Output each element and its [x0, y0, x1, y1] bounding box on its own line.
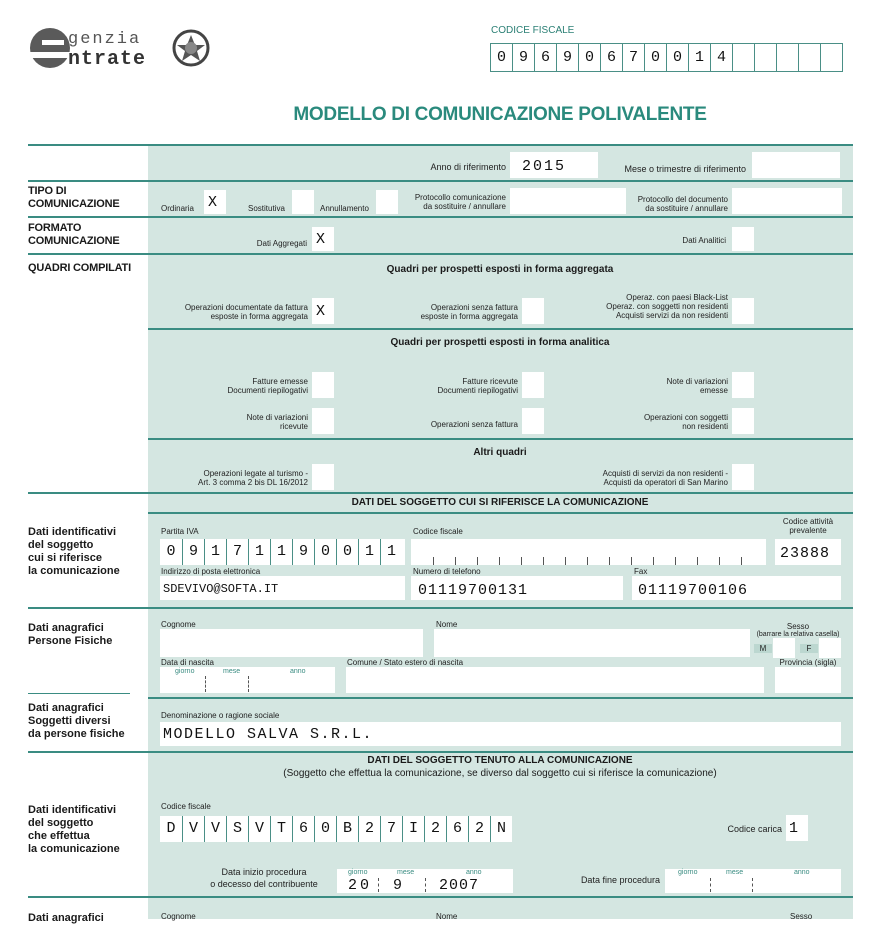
piva-cell: 0: [314, 539, 336, 565]
cf-cell: [798, 44, 820, 71]
date-divider: [752, 878, 753, 892]
m-label: M: [754, 644, 772, 653]
mese-label: mese: [726, 869, 744, 876]
cf-tenuto-cell: 2: [468, 816, 490, 842]
sesso-m-checkbox[interactable]: [773, 638, 795, 658]
piva-cell: 1: [380, 539, 402, 565]
an-item-2-checkbox[interactable]: [522, 372, 544, 398]
piva-cell: 9: [182, 539, 204, 565]
anno-value: 2015: [522, 158, 567, 175]
fax-value: 01119700106: [638, 582, 749, 599]
section-id-soggetto: Dati identificativi del soggetto cui si riferisce la comunicazione: [28, 526, 120, 577]
cf-cell: 4: [710, 44, 732, 71]
cf-tenuto-cell: 0: [314, 816, 336, 842]
date-divider: [205, 676, 206, 692]
divider: [148, 512, 853, 514]
cf-tenuto-label: Codice fiscale: [161, 802, 211, 811]
comune-field[interactable]: [346, 667, 764, 693]
divider: [28, 216, 853, 218]
cf-soggetto-label: Codice fiscale: [413, 527, 463, 536]
piva-cell: 0: [336, 539, 358, 565]
cf-tenuto-cell: 2: [358, 816, 380, 842]
tenuto-heading: DATI DEL SOGGETTO TENUTO ALLA COMUNICAZIONE: [367, 755, 633, 766]
an-item-1-checkbox[interactable]: [312, 372, 334, 398]
cognome-field[interactable]: [160, 629, 423, 657]
cf-cell: 0: [578, 44, 600, 71]
cf-label: CODICE FISCALE: [491, 25, 575, 36]
an-item-6-label: Operazioni con soggetti non residenti: [643, 413, 728, 431]
ateco-label: Codice attività prevalente: [782, 517, 834, 535]
cf-cell: 1: [688, 44, 710, 71]
an-item-2-label: Fatture ricevute Documenti riepilogativi: [437, 377, 518, 395]
agg-item-2-label: Operazioni senza fattura esposte in forma aggregata: [420, 303, 518, 321]
cf-tenuto-cell: I: [402, 816, 424, 842]
cf-tenuto-cell: S: [226, 816, 248, 842]
agg-item-3-checkbox[interactable]: [732, 298, 754, 324]
inizio-anno-value: 2007: [439, 877, 480, 894]
giorno-label: giorno: [678, 869, 698, 876]
form-panel: [148, 145, 853, 919]
cf-cell: [732, 44, 754, 71]
tel-label: Numero di telefono: [413, 567, 481, 576]
cf-tenuto-cell: T: [270, 816, 292, 842]
cf-soggetto-ticks: [411, 555, 766, 565]
giorno-label: giorno: [348, 869, 368, 876]
fine-label: Data fine procedura: [580, 875, 660, 885]
piva-cell: 1: [248, 539, 270, 565]
cf-cell: 9: [556, 44, 578, 71]
section-dati-anagrafici-bottom: Dati anagrafici: [28, 912, 104, 924]
cf-tenuto-field[interactable]: [160, 816, 512, 842]
cf-cell: [754, 44, 776, 71]
altri-item-1-checkbox[interactable]: [312, 464, 334, 490]
logo-line1: genzia: [68, 30, 142, 49]
piva-cell: 1: [204, 539, 226, 565]
protocollo-doc-field[interactable]: [732, 188, 842, 214]
mese-label: mese: [223, 668, 241, 675]
sesso-note: (barrare la relativa casella): [756, 631, 840, 638]
an-item-3-checkbox[interactable]: [732, 372, 754, 398]
date-divider: [378, 878, 379, 892]
ateco-value: 23888: [780, 545, 831, 562]
anno-label: anno: [794, 869, 810, 876]
agg-item-2-checkbox[interactable]: [522, 298, 544, 324]
codice-fiscale-header[interactable]: [490, 43, 843, 72]
anno-label: anno: [466, 869, 482, 876]
pec-value: SDEVIVO@SOFTA.IT: [163, 582, 279, 596]
denominazione-value: MODELLO SALVA S.R.L.: [163, 726, 374, 743]
cf-cell: 0: [644, 44, 666, 71]
cf-tenuto-cell: V: [248, 816, 270, 842]
cognome-label: Cognome: [161, 620, 196, 629]
soggetto-heading: DATI DEL SOGGETTO CUI SI RIFERISCE LA COMUNICAZIONE: [351, 497, 649, 508]
section-soggetti-diversi: Dati anagrafici Soggetti diversi da persone fisiche: [28, 702, 125, 740]
sostitutiva-checkbox[interactable]: [292, 190, 314, 214]
nome-label: Nome: [436, 620, 458, 629]
divider: [28, 751, 853, 753]
piva-label: Partita IVA: [161, 527, 199, 536]
tel-value: 01119700131: [418, 582, 529, 599]
section-quadri: QUADRI COMPILATI: [28, 262, 131, 274]
carica-value: 1: [789, 820, 799, 837]
inizio-mese-value: 9: [393, 877, 403, 894]
tenuto-subheading: (Soggetto che effettua la comunicazione, se diverso dal soggetto cui si riferisce la comunicazione): [283, 768, 717, 779]
divider: [28, 253, 853, 255]
cf-tenuto-cell: 2: [424, 816, 446, 842]
denominazione-label: Denominazione o ragione sociale: [161, 711, 280, 720]
protocollo-doc-label: Protocollo del documento da sostituire / annullare: [637, 195, 728, 213]
cf-cell: 7: [622, 44, 644, 71]
altri-item-1-label: Operazioni legate al turismo - Art. 3 comma 2 bis DL 16/2012: [198, 469, 308, 487]
an-item-4-checkbox[interactable]: [312, 408, 334, 434]
altri-heading: Altri quadri: [473, 447, 527, 458]
sostitutiva-label: Sostitutiva: [248, 204, 285, 213]
inizio-giorno-value: 20: [348, 877, 373, 894]
divider: [28, 896, 853, 898]
comune-label: Comune / Stato estero di nascita: [347, 658, 464, 667]
piva-cell: 0: [166, 543, 176, 560]
cf-cell: 6: [534, 44, 556, 71]
sesso-label: Sesso: [786, 622, 810, 631]
date-divider: [425, 878, 426, 892]
piva-cell: 1: [270, 539, 292, 565]
sesso-f-checkbox[interactable]: [819, 638, 841, 658]
cf-cell: 9: [512, 44, 534, 71]
altri-item-2-label: Acquisti di servizi da non residenti - Acquisti da operatori di San Marino: [602, 469, 728, 487]
an-item-5-label: Operazioni senza fattura: [430, 420, 518, 429]
giorno-label: giorno: [175, 668, 195, 675]
section-formato: FORMATO COMUNICAZIONE: [28, 222, 120, 247]
page-title: MODELLO DI COMUNICAZIONE POLIVALENTE: [293, 104, 707, 125]
provincia-label: Provincia (sigla): [779, 658, 837, 667]
annullamento-checkbox[interactable]: [376, 190, 398, 214]
divider: [28, 144, 853, 146]
provincia-field[interactable]: [775, 667, 841, 693]
aggregati-value: X: [316, 231, 326, 248]
section-persone-fisiche: Dati anagrafici Persone Fisiche: [28, 622, 113, 647]
divider: [28, 492, 853, 494]
logo-a-icon: [28, 26, 72, 70]
bottom-sesso-label: Sesso: [790, 912, 813, 921]
piva-cell: 9: [292, 539, 314, 565]
cf-tenuto-cell: V: [204, 816, 226, 842]
protocollo-label: Protocollo comunicazione da sostituire / annullare: [414, 193, 506, 211]
nascita-label: Data di nascita: [161, 658, 214, 667]
section-tipo: TIPO DI COMUNICAZIONE: [28, 185, 120, 210]
an-item-6-checkbox[interactable]: [732, 408, 754, 434]
cf-tenuto-cell: 7: [380, 816, 402, 842]
agg-item-3-label: Operaz. con paesi Black-List Operaz. con soggetti non residenti Acquisti servizi da non residenti: [606, 293, 728, 320]
an-item-4-label: Note di variazioni ricevute: [246, 413, 308, 431]
bottom-cognome-label: Cognome: [161, 912, 196, 921]
mese-label: mese: [397, 869, 415, 876]
agg-item-1-label: Operazioni documentate da fattura esposte in forma aggregata: [184, 303, 308, 321]
divider: [28, 693, 130, 694]
cf-cell: [820, 44, 842, 71]
anno-label: anno: [290, 668, 306, 675]
analitici-checkbox[interactable]: [732, 227, 754, 251]
emblem-icon: [171, 26, 211, 70]
cf-tenuto-cell: V: [182, 816, 204, 842]
mese-label: Mese o trimestre di riferimento: [624, 164, 746, 174]
anno-label: Anno di riferimento: [430, 162, 506, 172]
agg-item-1-value: X: [316, 303, 326, 320]
nome-field[interactable]: [434, 629, 750, 657]
cf-tenuto-cell: 6: [446, 816, 468, 842]
piva-field[interactable]: [160, 539, 405, 565]
analitici-label: Dati Analitici: [682, 236, 726, 245]
an-heading: Quadri per prospetti esposti in forma analitica: [390, 337, 610, 348]
section-id-tenuto: Dati identificativi del soggetto che effettua la comunicazione: [28, 804, 120, 855]
an-item-5-checkbox[interactable]: [522, 408, 544, 434]
divider: [148, 697, 853, 699]
ordinaria-value: X: [208, 194, 218, 211]
piva-cell: 1: [358, 539, 380, 565]
divider: [28, 180, 853, 182]
aggregati-label: Dati Aggregati: [256, 239, 307, 248]
protocollo-field[interactable]: [510, 188, 626, 214]
bottom-nome-label: Nome: [436, 912, 458, 921]
divider: [148, 328, 853, 330]
divider: [148, 438, 853, 440]
date-divider: [710, 878, 711, 892]
cf-tenuto-cell: D: [166, 820, 176, 837]
date-divider: [248, 676, 249, 692]
cf-cell: 6: [600, 44, 622, 71]
cf-cell: 0: [666, 44, 688, 71]
an-item-3-label: Note di variazioni emesse: [666, 377, 728, 395]
inizio-label: Data inizio procedura o decesso del contribuente: [210, 867, 318, 889]
ordinaria-label: Ordinaria: [161, 204, 194, 213]
mese-field[interactable]: [752, 152, 840, 178]
cf-tenuto-cell: 6: [292, 816, 314, 842]
agg-heading: Quadri per prospetti esposti in forma aggregata: [386, 264, 614, 275]
carica-label: Codice carica: [727, 824, 782, 834]
logo-line2: ntrate: [68, 48, 147, 71]
fax-label: Fax: [634, 567, 648, 576]
cf-cell: 0: [490, 44, 512, 71]
altri-item-2-checkbox[interactable]: [732, 464, 754, 490]
piva-cell: 7: [226, 539, 248, 565]
cf-tenuto-cell: B: [336, 816, 358, 842]
cf-tenuto-cell: N: [490, 816, 512, 842]
agenzia-entrate-logo: [28, 24, 218, 74]
f-label: F: [800, 644, 818, 653]
pec-label: Indirizzo di posta elettronica: [161, 567, 261, 576]
cf-cell: [776, 44, 798, 71]
annullamento-label: Annullamento: [320, 204, 369, 213]
an-item-1-label: Fatture emesse Documenti riepilogativi: [227, 377, 308, 395]
divider: [28, 607, 853, 609]
